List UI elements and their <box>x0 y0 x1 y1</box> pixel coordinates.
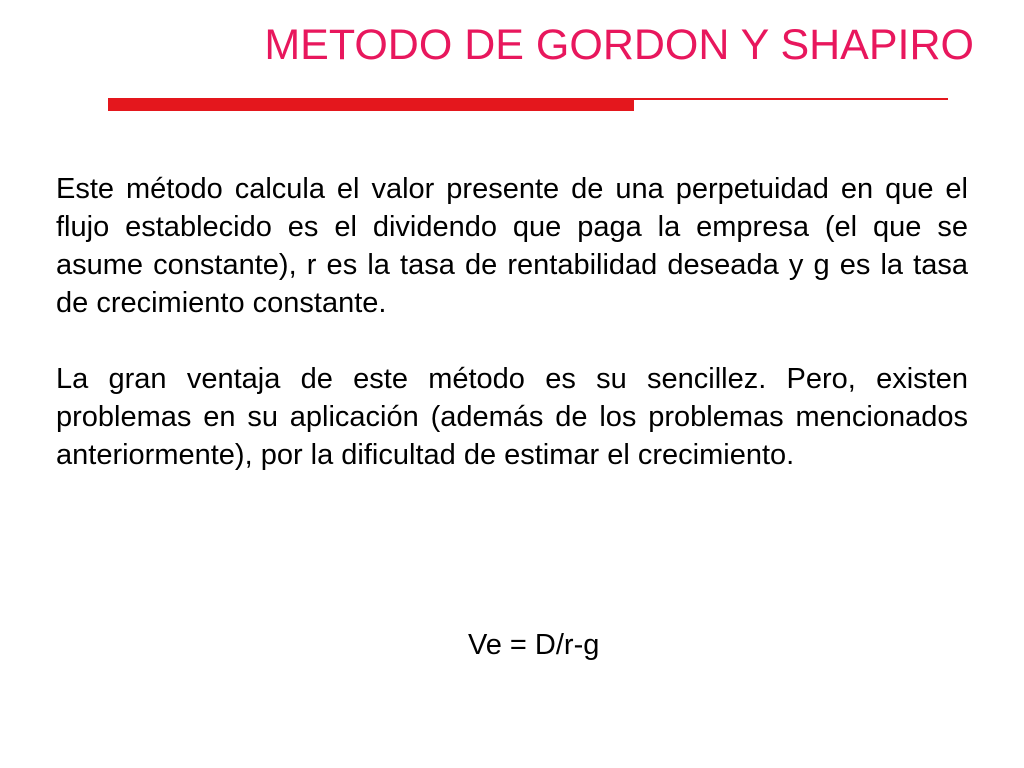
paragraph-method-description: Este método calcula el valor presente de una perpetuidad en que el flujo establecido es el dividendo que paga la empresa (el que se asume constante), r es la tasa de rentabilidad deseada y g es la tasa de crecimiento constante. <box>56 173 968 319</box>
paragraph-advantages: La gran ventaja de este método es su sencillez. Pero, existen problemas en su aplicación (además de los problemas mencionados anteriormente), por la dificultad de estimar el crecimiento. <box>56 363 968 471</box>
title-underline-thin <box>634 98 948 100</box>
title-underline-thick <box>108 98 634 111</box>
slide-title: METODO DE GORDON Y SHAPIRO <box>264 21 974 69</box>
valuation-formula: Ve = D/r-g <box>468 629 600 661</box>
slide-body <box>56 170 968 512</box>
